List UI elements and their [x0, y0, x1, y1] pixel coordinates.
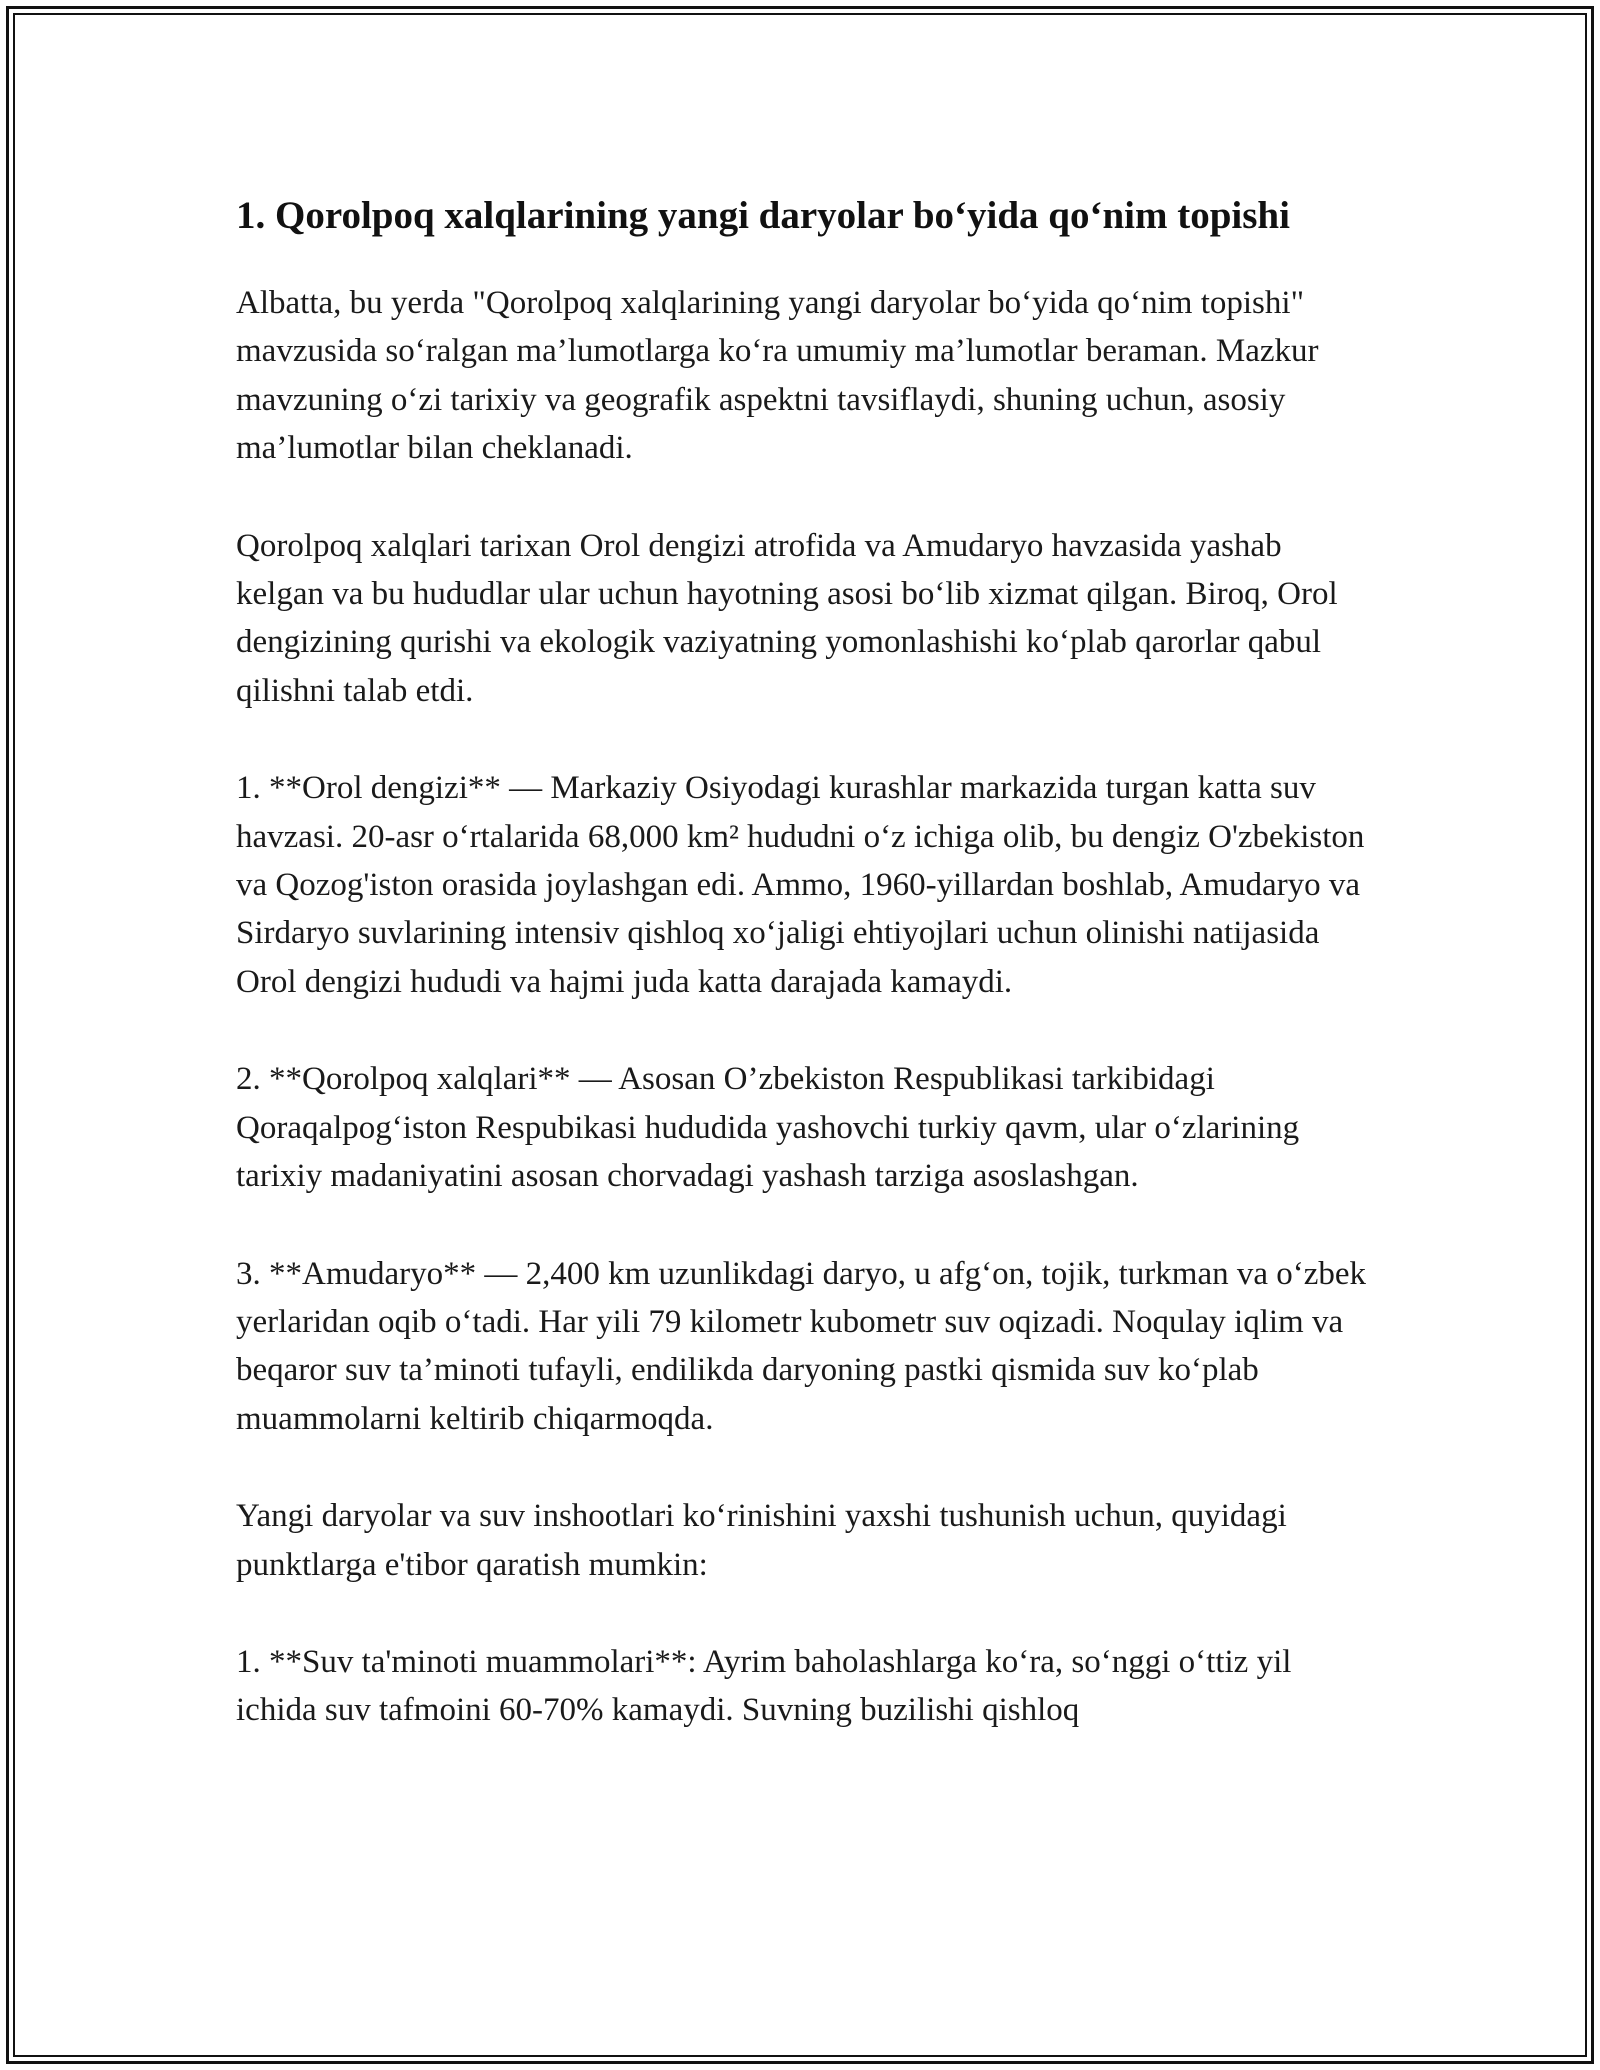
- paragraph-transition: Yangi daryolar va suv inshootlari ko‘rinishini yaxshi tushunish uchun, quyidagi punktlarga e'tibor qaratish mumkin:: [236, 1498, 1287, 1583]
- paragraph-intro: Albatta, bu yerda "Qorolpoq xalqlarining yangi daryolar bo‘yida qo‘nim topishi" mavzusida so‘ralgan ma’lumotlarga ko‘ra umumiy ma’lumotlar beraman. Mazkur mavzuning o‘zi tarixiy va geografik aspektni tavsiflaydi, shuning uchun, asosiy ma’lumotlar bilan cheklanadi.: [236, 285, 1319, 467]
- document-title: 1. Qorolpoq xalqlarining yangi daryolar bo‘yida qo‘nim topishi: [236, 194, 1290, 237]
- list-item-orol-dengizi: 1. **Orol dengizi** — Markaziy Osiyodagi kurashlar markazida turgan katta suv havzasi. 20-asr o‘rtalarida 68,000 km² hududni o‘z ichiga olib, bu dengiz O'zbekiston va Qozog'iston orasida joylashgan edi. Ammo, 1960-yillardan boshlab, Amudaryo va Sirdaryo suvlarining intensiv qishloq xo‘jaligi ehtiyojlari uchun olinishi natijasida Orol dengizi hududi va hajmi juda katta darajada kamaydi.: [236, 770, 1365, 1000]
- list-item-suv-taminoti: 1. **Suv ta'minoti muammolari**: Ayrim baholashlarga ko‘ra, so‘nggi o‘ttiz yil ichida suv tafmoini 60-70% kamaydi. Suvning buzilishi qishloq: [236, 1643, 1292, 1729]
- paragraph-background: Qorolpoq xalqlari tarixan Orol dengizi atrofida va Amudaryo havzasida yashab kelgan va bu hududlar ular uchun hayotning asosi bo‘lib xizmat qilgan. Biroq, Orol dengizining qurishi va ekologik vaziyatning yomonlashishi ko‘plab qarorlar qabul qilishni talab etdi.: [236, 527, 1338, 709]
- list-item-qorolpoq-xalqlari: 2. **Qorolpoq xalqlari** — Asosan O’zbekiston Respublikasi tarkibidagi Qoraqalpog‘iston Respubikasi hududida yashovchi turkiy qavm, ular o‘zlarining tarixiy madaniyatini asosan chorvadagi yashash tarziga asoslashgan.: [236, 1061, 1300, 1195]
- list-item-amudaryo: 3. **Amudaryo** — 2,400 km uzunlikdagi daryo, u afg‘on, tojik, turkman va o‘zbek yerlaridan oqib o‘tadi. Har yili 79 kilometr kubometr suv oqizadi. Noqulay iqlim va beqaror suv ta’minoti tufayli, endilikda daryoning pastki qismida suv ko‘plab muammolarni keltirib chiqarmoqda.: [236, 1255, 1367, 1437]
- document-page: [236, 188, 1376, 1735]
